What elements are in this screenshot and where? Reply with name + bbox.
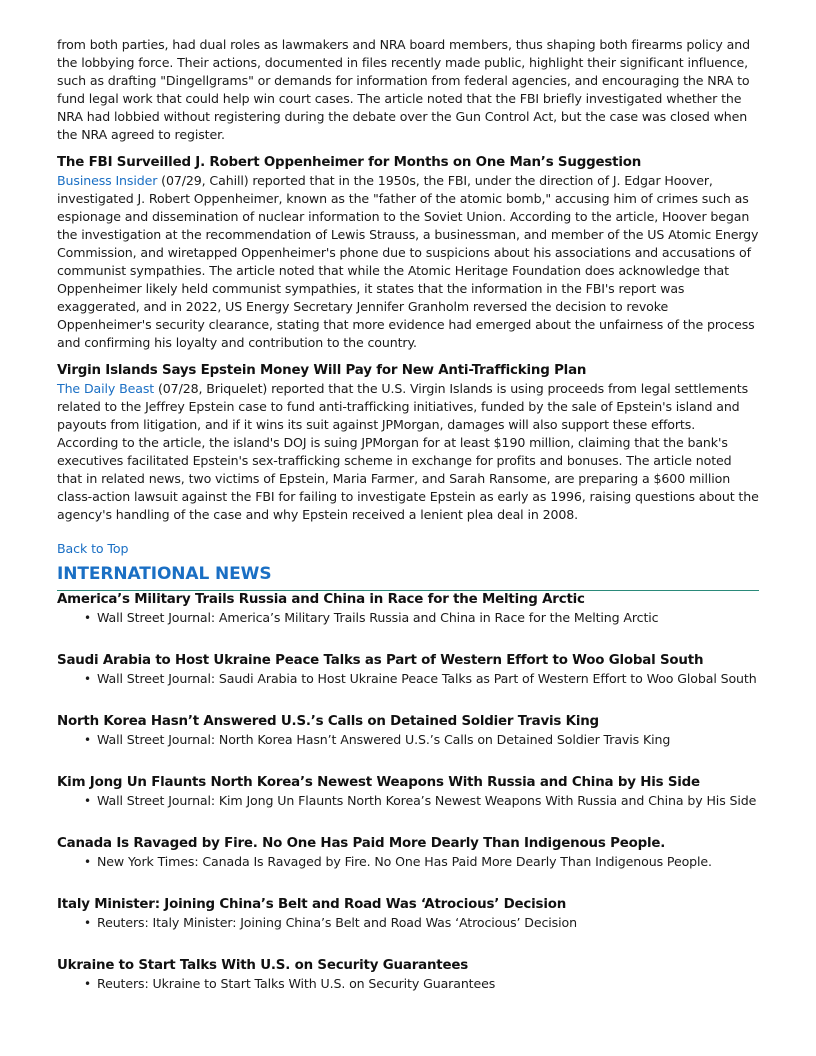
intl-news-link-text[interactable]: Wall Street Journal: Kim Jong Un Flaunts North Korea’s Newest Weapons With Russia and China by His Side [97,793,757,808]
intro-paragraph: from both parties, had dual roles as lawmakers and NRA board members, thus shaping both firearms policy and the lobbying force. Their actions, documented in files recently made public, highlight their significant influence, such as drafting "Dingellgrams" or demands for information from federal agencies, and encouraging the NRA to fund legal work that could help win court cases. The article noted that the FBI briefly investigated whether the NRA had lobbied without registering during the debate over the Gun Control Act, but the case was closed when the NRA agreed to register. [57,37,750,142]
intl-news-link-text[interactable]: Reuters: Ukraine to Start Talks With U.S. on Security Guarantees [97,976,496,991]
intl-news-item [57,774,759,835]
story-oppenheimer [57,154,759,352]
intl-news-link[interactable] [84,670,759,688]
intl-news-link[interactable] [84,731,759,749]
intl-news-links [57,609,759,627]
bullet-icon: • [84,611,91,625]
intl-news-links [57,792,759,810]
intl-news-links [57,731,759,749]
bullet-icon: • [84,672,91,686]
intl-news-item [57,713,759,774]
bullet-icon: • [84,794,91,808]
intl-news-link[interactable] [84,975,759,993]
intl-news-link[interactable] [84,609,759,627]
intl-news-links [57,914,759,932]
intl-news-links [57,975,759,993]
intl-news-links [57,670,759,688]
source-link-business-insider[interactable]: Business Insider [57,173,158,188]
story-title: The FBI Surveilled J. Robert Oppenheimer for Months on One Man’s Suggestion [57,155,642,170]
story-epstein [57,362,759,524]
bullet-icon: • [84,855,91,869]
intl-news-link[interactable] [84,853,759,871]
intl-news-item [57,835,759,896]
intl-news-title: Ukraine to Start Talks With U.S. on Security Guarantees [57,958,469,973]
intl-news-link-text[interactable]: Wall Street Journal: Saudi Arabia to Host Ukraine Peace Talks as Part of Western Effort to Woo Global South [97,671,757,686]
intl-news-title: Italy Minister: Joining China’s Belt and Road Was ‘Atrocious’ Decision [57,897,567,912]
intl-news-links [57,853,759,871]
bullet-icon: • [84,916,91,930]
intl-news-title: America’s Military Trails Russia and China in Race for the Melting Arctic [57,592,585,607]
intl-news-link-text[interactable]: Wall Street Journal: America’s Military Trails Russia and China in Race for the Melting Arctic [97,610,659,625]
intl-news-title: Kim Jong Un Flaunts North Korea’s Newest Weapons With Russia and China by His Side [57,775,700,790]
story-body [57,172,759,352]
source-link-daily-beast[interactable]: The Daily Beast [57,381,155,396]
intl-news-item [57,652,759,713]
intl-news-item [57,591,759,652]
story-body-text: (07/28, Briquelet) reported that the U.S. Virgin Islands is using proceeds from legal settlements related to the Jeffrey Epstein case to fund anti-trafficking initiatives, funded by the sale of Epstein's island and payouts from litigation, and if it wins its suit against JPMorgan, damages will also support these efforts. According to the article, the island's DOJ is suing JPMorgan for at least $190 million, claiming that the bank's executives facilitated Epstein's sex-trafficking scheme in exchange for profits and bonuses. The article noted that in related news, two victims of Epstein, Maria Farmer, and Sarah Ransome, are preparing a $600 million class-action lawsuit against the FBI for failing to investigate Epstein as early as 1996, raising questions about the agency's handling of the case and why Epstein received a lenient plea deal in 2008. [57,381,759,522]
intl-news-item [57,896,759,957]
intl-news-title: Canada Is Ravaged by Fire. No One Has Paid More Dearly Than Indigenous People. [57,836,666,851]
story-title: Virgin Islands Says Epstein Money Will Pay for New Anti-Trafficking Plan [57,363,587,378]
intl-news-title: North Korea Hasn’t Answered U.S.’s Calls on Detained Soldier Travis King [57,714,599,729]
intl-news-link-text[interactable]: Wall Street Journal: North Korea Hasn’t Answered U.S.’s Calls on Detained Soldier Travis King [97,732,671,747]
intl-news-link-text[interactable]: Reuters: Italy Minister: Joining China’s Belt and Road Was ‘Atrocious’ Decision [97,915,577,930]
back-to-top-link[interactable]: Back to Top [57,541,129,556]
document-page [57,36,759,1018]
bullet-icon: • [84,733,91,747]
intl-news-link[interactable] [84,792,759,810]
story-body [57,380,759,524]
intl-news-title: Saudi Arabia to Host Ukraine Peace Talks as Part of Western Effort to Woo Global South [57,653,704,668]
section-heading-international: INTERNATIONAL NEWS [57,562,759,591]
story-body-text: (07/29, Cahill) reported that in the 1950s, the FBI, under the direction of J. Edgar Hoover, investigated J. Robert Oppenheimer, known as the "father of the atomic bomb," accusing him of crimes such as espionage and dissemination of nuclear information to the Soviet Union. According to the article, Hoover began the investigation at the recommendation of Lewis Strauss, a businessman, and member of the US Atomic Energy Commission, and wiretapped Oppenheimer's phone due to suspicions about his associations and accusations of communist sympathies. The article noted that while the Atomic Heritage Foundation does acknowledge that Oppenheimer likely held communist sympathies, it states that the information in the FBI's report was exaggerated, and in 2022, US Energy Secretary Jennifer Granholm reversed the decision to revoke Oppenheimer's security clearance, stating that more evidence had emerged about the unfairness of the process and confirming his loyalty and contribution to the country. [57,173,759,350]
intl-news-link[interactable] [84,914,759,932]
intl-news-item [57,957,759,1018]
bullet-icon: • [84,977,91,991]
intl-news-link-text[interactable]: New York Times: Canada Is Ravaged by Fire. No One Has Paid More Dearly Than Indigenous People. [97,854,712,869]
